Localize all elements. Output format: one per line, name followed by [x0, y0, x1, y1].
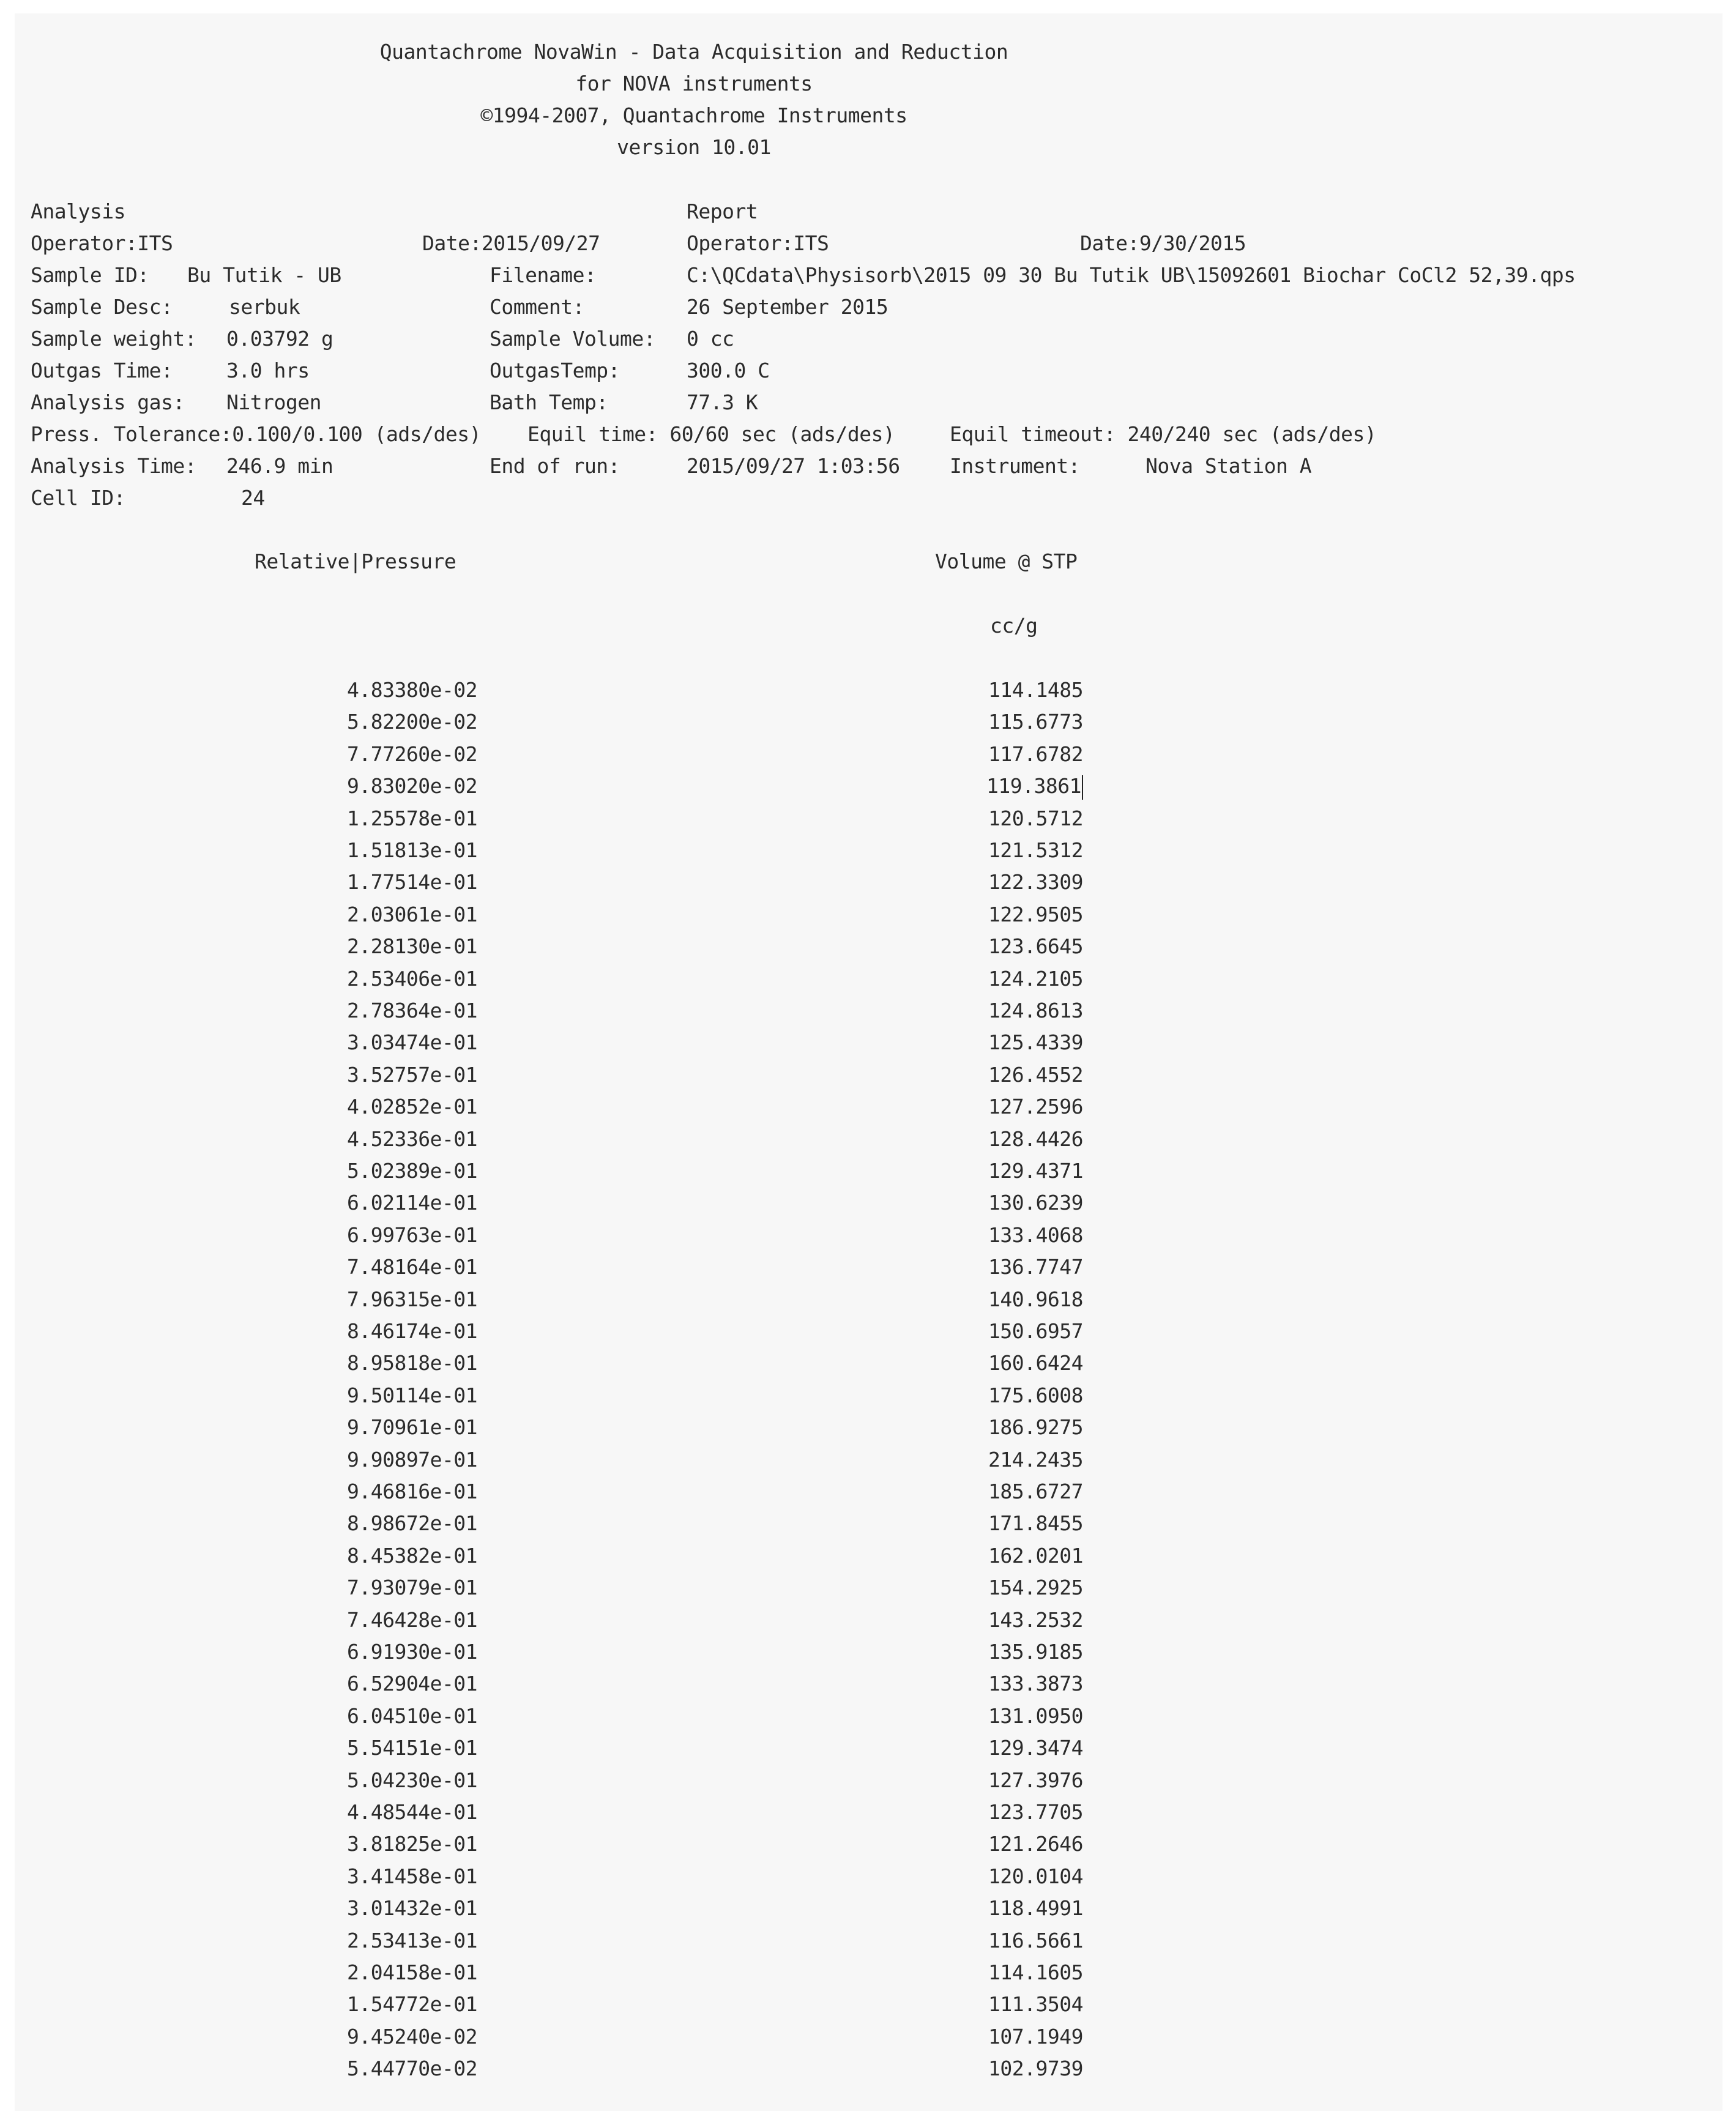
- volume-stp-cell: 114.1485: [988, 678, 1083, 702]
- relative-pressure-cell: 6.02114e-01: [347, 1191, 478, 1215]
- outgas-temp-value: 300.0 C: [687, 359, 770, 382]
- table-row: [15, 1059, 1723, 1091]
- volume-stp-cell: 122.9505: [988, 902, 1083, 926]
- relative-pressure-cell: 9.45240e-02: [347, 2024, 478, 2049]
- table-row: [15, 1668, 1723, 1700]
- table-row: [15, 1444, 1723, 1476]
- volume-stp-cell: 135.9185: [988, 1640, 1083, 1664]
- copyright: ©1994-2007, Quantachrome Instruments: [480, 103, 907, 127]
- relative-pressure-cell: 8.46174e-01: [347, 1319, 478, 1343]
- column-header-volume-stp: Volume @ STP: [935, 549, 1078, 573]
- volume-stp-cell: 125.4339: [988, 1030, 1083, 1055]
- sample-weight-label: Sample weight:: [31, 327, 197, 351]
- relative-pressure-cell: 9.70961e-01: [347, 1415, 478, 1440]
- volume-stp-cell: 130.6239: [988, 1191, 1083, 1215]
- volume-stp-cell: 171.8455: [988, 1511, 1083, 1536]
- relative-pressure-cell: 3.41458e-01: [347, 1864, 478, 1888]
- table-row: [15, 1796, 1723, 1828]
- relative-pressure-cell: 7.46428e-01: [347, 1607, 478, 1632]
- end-of-run-value: 2015/09/27 1:03:56: [687, 454, 900, 478]
- analysis-operator: Operator:ITS: [31, 231, 173, 255]
- report-page: [15, 13, 1723, 2111]
- table-row: [15, 739, 1723, 770]
- volume-stp-cell: 107.1949: [988, 2024, 1083, 2049]
- volume-stp-cell: 127.3976: [988, 1768, 1083, 1792]
- volume-stp-cell: 123.6645: [988, 934, 1083, 959]
- relative-pressure-cell: 6.52904e-01: [347, 1672, 478, 1696]
- volume-stp-cell: 133.3873: [988, 1672, 1083, 1696]
- table-row: [15, 1027, 1723, 1059]
- relative-pressure-cell: 2.28130e-01: [347, 934, 478, 959]
- app-title: Quantachrome NovaWin - Data Acquisition and Reduction: [379, 40, 1008, 64]
- meta-row-section-labels: [15, 196, 1723, 228]
- table-row: [15, 899, 1723, 931]
- relative-pressure-cell: 3.03474e-01: [347, 1030, 478, 1055]
- table-row: [15, 1155, 1723, 1187]
- table-row: [15, 1380, 1723, 1412]
- table-row: [15, 963, 1723, 995]
- relative-pressure-cell: 3.01432e-01: [347, 1896, 478, 1921]
- meta-row-operator: [15, 228, 1723, 259]
- table-row: [15, 995, 1723, 1027]
- meta-row-sample-desc: [15, 291, 1723, 323]
- volume-stp-cell: 126.4552: [988, 1062, 1083, 1087]
- volume-stp-cell: 143.2532: [988, 1607, 1083, 1632]
- relative-pressure-cell: 2.53413e-01: [347, 1928, 478, 1952]
- table-row: [15, 1091, 1723, 1123]
- equil-time: Equil time: 60/60 sec (ads/des): [527, 422, 895, 446]
- meta-row-cell-id: [15, 482, 1723, 514]
- volume-stp-cell: 129.4371: [988, 1159, 1083, 1183]
- table-row: [15, 835, 1723, 866]
- volume-stp-cell: 120.0104: [988, 1864, 1083, 1888]
- column-header-volume-units: cc/g: [990, 614, 1038, 638]
- relative-pressure-cell: 6.91930e-01: [347, 1640, 478, 1664]
- press-tolerance: Press. Tolerance:0.100/0.100 (ads/des): [31, 422, 481, 446]
- text-cursor: [1082, 775, 1083, 800]
- volume-stp-cell: 120.5712: [988, 806, 1083, 830]
- volume-stp-cell: 162.0201: [988, 1543, 1083, 1568]
- table-row: [15, 1892, 1723, 1924]
- volume-stp-cell: 124.8613: [988, 999, 1083, 1022]
- volume-stp-cell: 154.2925: [988, 1576, 1083, 1600]
- relative-pressure-cell: 2.78364e-01: [347, 999, 478, 1022]
- volume-stp-cell: 185.6727: [988, 1479, 1083, 1503]
- volume-stp-cell: 127.2596: [988, 1095, 1083, 1119]
- meta-row-sample-weight: [15, 323, 1723, 355]
- table-row: [15, 706, 1723, 738]
- relative-pressure-cell: 6.04510e-01: [347, 1703, 478, 1728]
- table-row: [15, 674, 1723, 706]
- volume-stp-cell: 128.4426: [988, 1126, 1083, 1151]
- relative-pressure-cell: 1.25578e-01: [347, 806, 478, 830]
- meta-row-analysis-time: [15, 450, 1723, 482]
- volume-stp-cell: 129.3474: [988, 1736, 1083, 1760]
- analysis-gas-label: Analysis gas:: [31, 390, 185, 414]
- volume-stp-cell: 114.1605: [988, 1960, 1083, 1984]
- analysis-section-label: Analysis: [31, 199, 125, 223]
- app-subtitle: for NOVA instruments: [575, 72, 813, 95]
- volume-stp-cell: 117.6782: [988, 742, 1083, 766]
- equil-timeout: Equil timeout: 240/240 sec (ads/des): [950, 422, 1377, 446]
- relative-pressure-cell: 4.52336e-01: [347, 1126, 478, 1151]
- table-row: [15, 1732, 1723, 1764]
- data-table: [15, 549, 1723, 2081]
- table-row: [15, 1187, 1723, 1219]
- filename-label: Filename:: [490, 263, 597, 287]
- table-row: [15, 1347, 1723, 1379]
- volume-stp-cell: 186.9275: [988, 1415, 1083, 1440]
- end-of-run-label: End of run:: [490, 454, 620, 478]
- report-date: Date:9/30/2015: [1080, 231, 1246, 255]
- relative-pressure-cell: 3.81825e-01: [347, 1832, 478, 1856]
- volume-stp-cell: 122.3309: [988, 870, 1083, 895]
- sample-desc-label: Sample Desc:: [31, 295, 173, 319]
- volume-stp-cell: 115.6773: [988, 710, 1083, 734]
- sample-id-label: Sample ID:: [31, 263, 149, 287]
- relative-pressure-cell: 5.04230e-01: [347, 1768, 478, 1792]
- volume-stp-cell: 102.9739: [988, 2056, 1083, 2081]
- relative-pressure-cell: 7.77260e-02: [347, 742, 478, 766]
- comment-value: 26 September 2015: [687, 295, 888, 319]
- table-row: [15, 1316, 1723, 1347]
- relative-pressure-cell: 6.99763e-01: [347, 1223, 478, 1247]
- relative-pressure-cell: 1.54772e-01: [347, 1992, 478, 2017]
- analysis-date: Date:2015/09/27: [422, 231, 600, 255]
- relative-pressure-cell: 4.83380e-02: [347, 678, 478, 702]
- sample-weight-value: 0.03792 g: [226, 327, 333, 351]
- analysis-time-value: 246.9 min: [226, 454, 333, 478]
- analysis-time-label: Analysis Time:: [31, 454, 197, 478]
- volume-stp-cell: 119.3861: [986, 770, 1083, 802]
- filename-value: C:\QCdata\Physisorb\2015 09 30 Bu Tutik UB\15092601 Biochar CoCl2 52,39.qps: [687, 263, 1576, 287]
- relative-pressure-cell: 2.04158e-01: [347, 1960, 478, 1984]
- volume-stp-cell: 175.6008: [988, 1383, 1083, 1407]
- table-row: [15, 1123, 1723, 1155]
- relative-pressure-cell: 9.46816e-01: [347, 1479, 478, 1503]
- volume-stp-cell: 123.7705: [988, 1800, 1083, 1824]
- table-row: [15, 2053, 1723, 2085]
- relative-pressure-cell: 8.98672e-01: [347, 1511, 478, 1536]
- volume-stp-cell: 118.4991: [988, 1896, 1083, 1921]
- table-row: [15, 1476, 1723, 1508]
- sample-desc-value: serbuk: [229, 295, 300, 319]
- outgas-temp-label: OutgasTemp:: [490, 359, 620, 382]
- volume-stp-cell: 121.2646: [988, 1832, 1083, 1856]
- volume-stp-cell: 136.7747: [988, 1255, 1083, 1279]
- relative-pressure-cell: 1.77514e-01: [347, 870, 478, 895]
- relative-pressure-cell: 5.54151e-01: [347, 1736, 478, 1760]
- sample-id-value: Bu Tutik - UB: [187, 263, 341, 287]
- volume-stp-cell: 150.6957: [988, 1319, 1083, 1343]
- table-row: [15, 2021, 1723, 2053]
- relative-pressure-cell: 9.50114e-01: [347, 1383, 478, 1407]
- table-row: [15, 1412, 1723, 1443]
- version: version 10.01: [617, 135, 771, 159]
- cell-id-value: 24: [241, 486, 265, 510]
- relative-pressure-cell: 8.95818e-01: [347, 1351, 478, 1375]
- bath-temp-value: 77.3 K: [687, 390, 758, 414]
- instrument-label: Instrument:: [950, 454, 1081, 478]
- volume-stp-cell: 116.5661: [988, 1928, 1083, 1952]
- outgas-time-value: 3.0 hrs: [226, 359, 310, 382]
- table-row: [15, 931, 1723, 962]
- volume-stp-cell: 111.3504: [988, 1992, 1083, 2017]
- table-row: [15, 1251, 1723, 1283]
- relative-pressure-cell: 5.02389e-01: [347, 1159, 478, 1183]
- relative-pressure-cell: 5.82200e-02: [347, 710, 478, 734]
- report-section-label: Report: [687, 199, 758, 223]
- volume-stp-cell: 214.2435: [988, 1447, 1083, 1472]
- table-row: [15, 1284, 1723, 1316]
- table-row: [15, 803, 1723, 835]
- table-row: [15, 1219, 1723, 1251]
- relative-pressure-cell: 7.48164e-01: [347, 1255, 478, 1279]
- bath-temp-label: Bath Temp:: [490, 390, 608, 414]
- meta-row-gas: [15, 387, 1723, 419]
- relative-pressure-cell: 4.02852e-01: [347, 1095, 478, 1119]
- volume-stp-cell: 124.2105: [988, 966, 1083, 991]
- table-row: [15, 1925, 1723, 1957]
- table-row: [15, 1700, 1723, 1732]
- meta-row-sample-id: [15, 259, 1723, 291]
- relative-pressure-cell: 2.03061e-01: [347, 902, 478, 926]
- cell-id-label: Cell ID:: [31, 486, 125, 510]
- outgas-time-label: Outgas Time:: [31, 359, 173, 382]
- table-row: [15, 1572, 1723, 1604]
- relative-pressure-cell: 4.48544e-01: [347, 1800, 478, 1824]
- relative-pressure-cell: 7.93079e-01: [347, 1576, 478, 1600]
- volume-stp-cell: 133.4068: [988, 1223, 1083, 1247]
- volume-stp-cell: 131.0950: [988, 1703, 1083, 1728]
- sample-volume-value: 0 cc: [687, 327, 734, 351]
- meta-row-tolerance: [15, 419, 1723, 450]
- table-row: [15, 1604, 1723, 1636]
- table-row: [15, 770, 1723, 802]
- table-row: [15, 1636, 1723, 1668]
- table-row: [15, 1540, 1723, 1572]
- table-row: [15, 1957, 1723, 1989]
- relative-pressure-cell: 3.52757e-01: [347, 1062, 478, 1087]
- volume-stp-cell: 121.5312: [988, 838, 1083, 862]
- table-row: [15, 1989, 1723, 2020]
- table-row: [15, 1861, 1723, 1892]
- relative-pressure-cell: 8.45382e-01: [347, 1543, 478, 1568]
- table-row: [15, 866, 1723, 898]
- volume-stp-cell: 140.9618: [988, 1287, 1083, 1311]
- relative-pressure-cell: 5.44770e-02: [347, 2056, 478, 2081]
- volume-stp-cell: 160.6424: [988, 1351, 1083, 1375]
- analysis-gas-value: Nitrogen: [226, 390, 321, 414]
- report-operator: Operator:ITS: [687, 231, 829, 255]
- instrument-value: Nova Station A: [1146, 454, 1312, 478]
- table-row: [15, 1828, 1723, 1860]
- table-row: [15, 1508, 1723, 1539]
- relative-pressure-cell: 1.51813e-01: [347, 838, 478, 862]
- table-row: [15, 1765, 1723, 1796]
- meta-row-outgas: [15, 355, 1723, 387]
- relative-pressure-cell: 9.83020e-02: [347, 774, 478, 798]
- sample-volume-label: Sample Volume:: [490, 327, 656, 351]
- relative-pressure-cell: 2.53406e-01: [347, 966, 478, 991]
- relative-pressure-cell: 7.96315e-01: [347, 1287, 478, 1311]
- column-header-relative-pressure: Relative|Pressure: [255, 549, 456, 573]
- comment-label: Comment:: [490, 295, 584, 319]
- relative-pressure-cell: 9.90897e-01: [347, 1447, 478, 1472]
